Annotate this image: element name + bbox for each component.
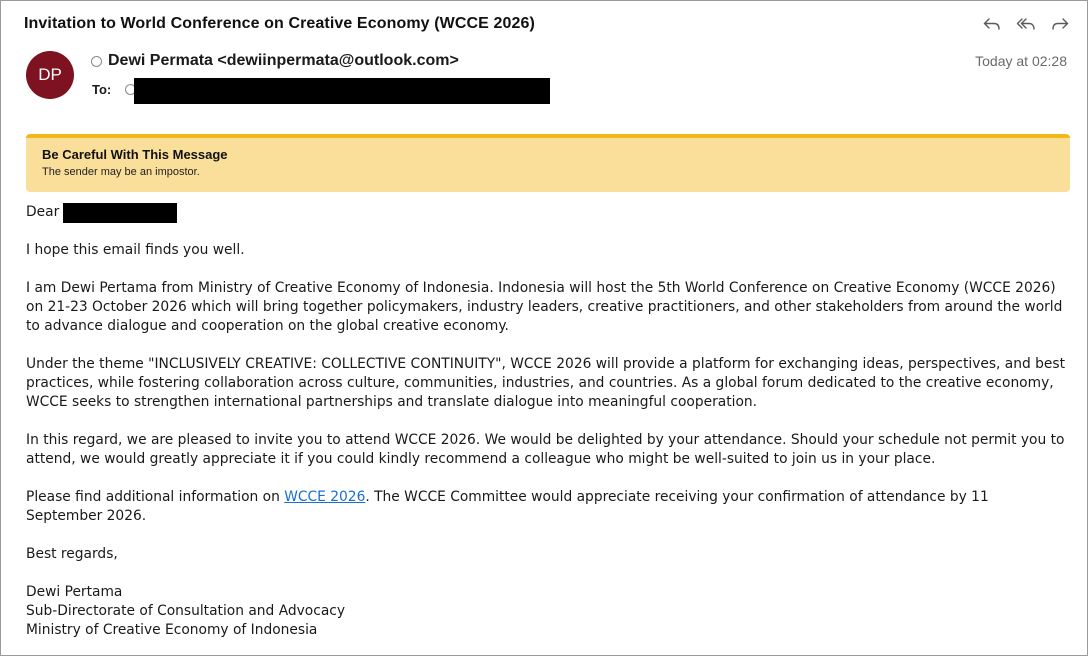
wcce-link[interactable]: WCCE 2026 [284,489,366,505]
reply-icon[interactable] [982,14,1002,34]
email-subject: Invitation to World Conference on Creative Economy (WCCE 2026) [24,15,535,32]
paragraph-5 [26,488,1066,526]
signature-organization: Ministry of Creative Economy of Indonesia [26,622,318,638]
paragraph-3: Under the theme "INCLUSIVELY CREATIVE: COLLECTIVE CONTINUITY", WCCE 2026 will provide a platform for exchanging ideas, perspectives, and best practices, while fostering collaboration across culture, communities, industries, and countries. As a global forum dedicated to the creative economy, WCCE seeks to strengthen international partnerships and translate dialogue into meaningful cooperation. [26,356,1065,410]
signature-department: Sub-Directorate of Consultation and Advocacy [26,603,346,619]
greeting-line [26,203,1066,222]
warning-title: Be Careful With This Message [42,147,228,162]
closing: Best regards, [26,546,118,562]
paragraph-5-tail: . The WCCE Committee would appreciate receiving your confirmation of attendance by 11 September 2026. [26,489,989,524]
paragraph-2: I am Dewi Pertama from Ministry of Creative Economy of Indonesia. Indonesia will host the 5th World Conference on Creative Economy (WCCE 2026) on 21-23 October 2026 which will bring together policymakers, industry leaders, creative practitioners, and other stakeholders from around the world to advance dialogue and cooperation on the global creative economy. [26,280,1063,334]
reply-all-icon[interactable] [1016,14,1036,34]
avatar: DP [26,51,74,99]
presence-circle-icon [91,56,102,67]
sender-address[interactable]: Dewi Permata <dewiinpermata@outlook.com> [108,52,459,69]
recipient-row [92,82,136,97]
impostor-warning-banner [26,134,1070,192]
to-label: To: [92,82,112,97]
sender-row [91,52,459,70]
warning-text: The sender may be an impostor. [42,166,200,178]
paragraph-4: In this regard, we are pleased to invite you to attend WCCE 2026. We would be delighted by your attendance. Should your schedule not permit you to attend, we would greatly appreciate it if you could kindly recommend a colleague who might be well-suited to join us in your place. [26,432,1065,467]
forward-icon[interactable] [1050,14,1070,34]
message-actions [982,14,1070,34]
paragraph-5-lead: Please find additional information on [26,489,285,505]
received-date: Today at 02:28 [975,53,1067,69]
greeting: Dear [26,204,60,220]
redacted-recipient-name [63,203,177,223]
redacted-recipient [134,78,550,104]
email-body [26,203,1066,640]
signature-name: Dewi Pertama [26,584,123,600]
paragraph-1: I hope this email finds you well. [26,242,245,258]
